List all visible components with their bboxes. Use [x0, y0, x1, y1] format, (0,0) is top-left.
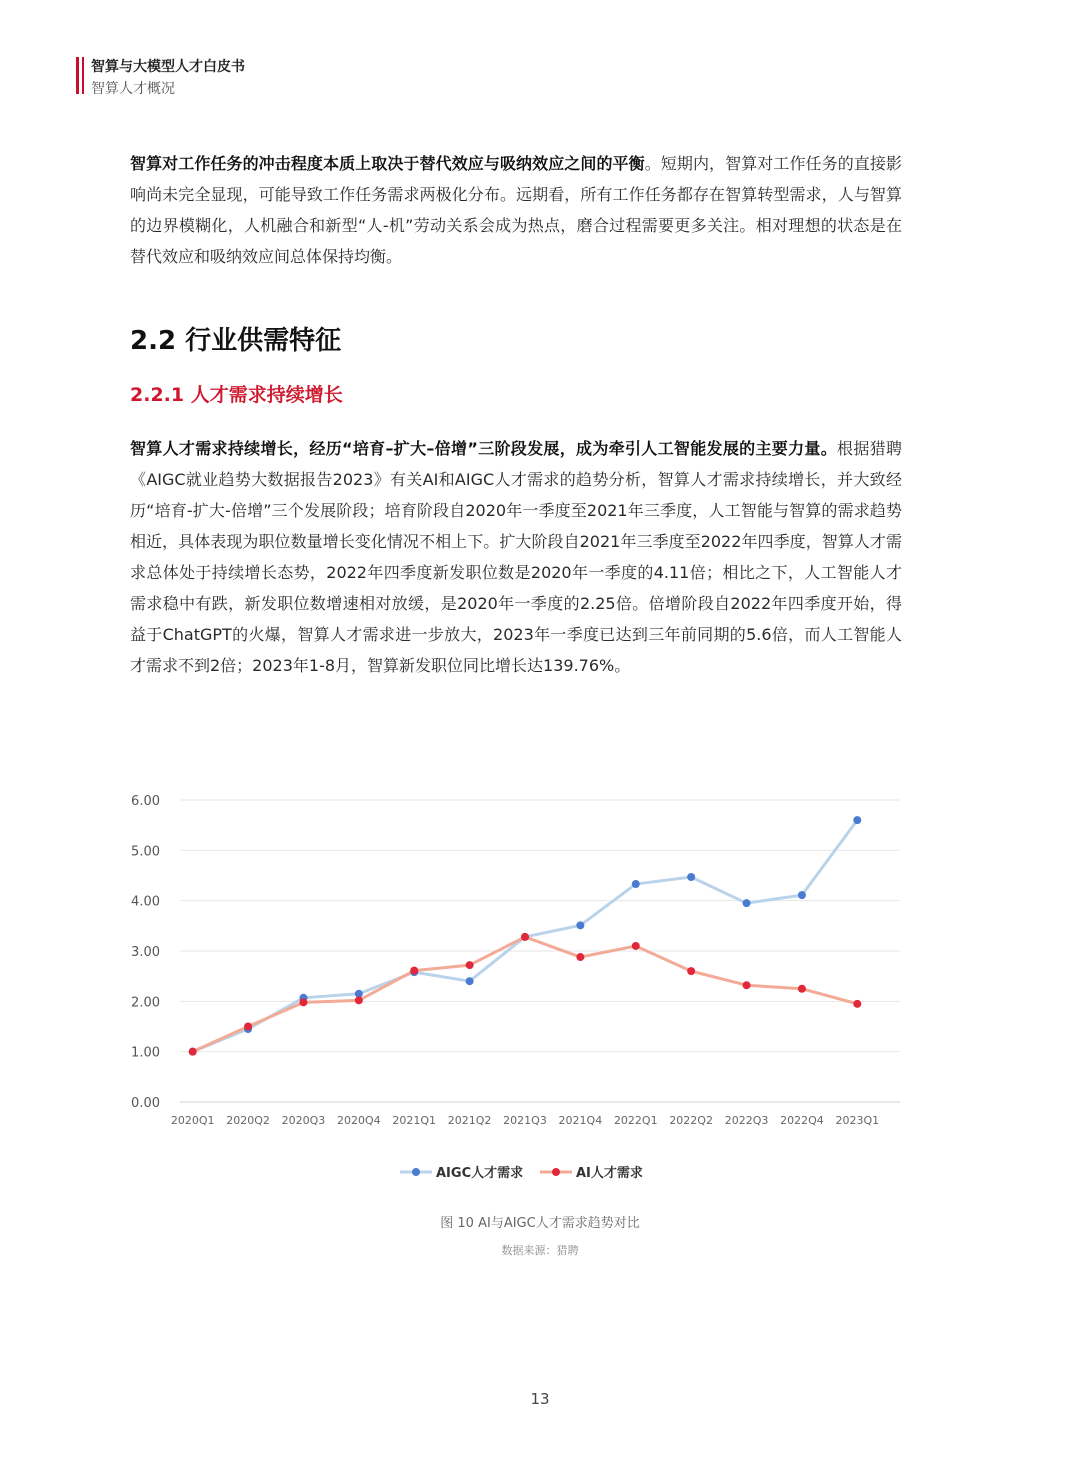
section-heading: 2.2 行业供需特征 [130, 326, 342, 356]
header-title: 智算与大模型人才白皮书 [91, 59, 245, 75]
data-point-ai [798, 985, 806, 993]
data-point-aigc [853, 816, 861, 824]
subsection-heading: 2.2.1 人才需求持续增长 [130, 384, 343, 406]
intro-bold: 智算对工作任务的冲击程度本质上取决于替代效应与吸纳效应之间的平衡 [130, 154, 645, 173]
x-tick-label: 2022Q1 [613, 1114, 658, 1127]
data-point-ai [853, 1000, 861, 1008]
data-point-aigc [576, 921, 584, 929]
data-point-ai [521, 933, 529, 941]
x-tick-label: 2020Q4 [337, 1114, 381, 1127]
data-point-ai [355, 996, 363, 1004]
y-tick-label: 0.00 [131, 1096, 160, 1111]
x-tick-label: 2020Q3 [281, 1114, 326, 1127]
x-tick-label: 2021Q3 [503, 1114, 547, 1127]
intro-paragraph [130, 148, 902, 272]
data-point-ai [743, 981, 751, 989]
data-point-ai [299, 998, 307, 1006]
intro-text: 。短期内，智算对工作任务的直接影响尚未完全显现，可能导致工作任务需求两极化分布。远期看，所有工作任务都存在智算转型需求，人与智算的边界模糊化，人机融合和新型“人-机”劳动关系会成为热点，磨合过程需要更多关注。相对理想的状态是在替代效应和吸纳效应间总体保持均衡。 [130, 154, 902, 266]
x-tick-label: 2021Q2 [447, 1114, 492, 1127]
y-tick-label: 5.00 [131, 844, 160, 860]
x-tick-label: 2020Q2 [226, 1114, 270, 1127]
data-point-aigc [798, 891, 806, 899]
body-bold: 智算人才需求持续增长，经历“培育–扩大–倍增”三阶段发展，成为牵引人工智能发展的主要力量。 [130, 439, 838, 458]
body-text: 根据猎聘《AIGC就业趋势大数据报告2023》有关AI和AIGC人才需求的趋势分析，智算人才需求持续增长，并大致经历“培育-扩大-倍增”三个发展阶段；培育阶段自2020年一季度至2021年三季度，人工智能与智算的需求趋势相近，具体表现为职位数量增长变化情况不相上下。扩大阶段自2021年三季度至2022年四季度，智算人才需求总体处于持续增长态势，2022年四季度新发职位数是2020年一季度的4.11倍；相比之下，人工智能人才需求稳中有跌，新发职位数增速相对放缓，是2020年一季度的2.25倍。倍增阶段自2022年四季度开始，得益于ChatGPT的火爆，智算人才需求进一步放大，2023年一季度已达到三年前同期的5.6倍，而人工智能人才需求不到2倍；2023年1-8月，智算新发职位同比增长达139.76%。 [130, 439, 902, 675]
x-tick-label: 2022Q2 [669, 1114, 713, 1127]
data-point-ai [410, 967, 418, 975]
legend-label: AI人才需求 [576, 1166, 643, 1181]
x-tick-label: 2021Q1 [392, 1114, 437, 1127]
y-tick-label: 4.00 [131, 894, 160, 910]
line-chart [110, 780, 930, 1200]
y-tick-label: 6.00 [131, 794, 160, 809]
data-point-aigc [466, 977, 474, 985]
data-point-ai [687, 967, 695, 975]
y-tick-label: 1.00 [131, 1045, 160, 1061]
x-tick-label: 2022Q3 [724, 1114, 769, 1127]
legend-marker [412, 1168, 420, 1176]
series-line-ai [193, 937, 858, 1052]
data-point-ai [576, 953, 584, 961]
x-tick-label: 2023Q1 [835, 1114, 880, 1127]
body-paragraph [130, 433, 902, 681]
page-number: 13 [530, 1390, 550, 1408]
legend-label: AIGC人才需求 [436, 1166, 524, 1181]
header-accent-bar [76, 57, 79, 94]
legend-marker [552, 1168, 560, 1176]
data-point-aigc [743, 899, 751, 907]
figure-caption: 图 10 AI与AIGC人才需求趋势对比 [440, 1216, 640, 1231]
data-point-aigc [687, 873, 695, 881]
x-tick-label: 2021Q4 [558, 1114, 603, 1127]
data-point-ai [189, 1048, 197, 1056]
data-point-aigc [632, 880, 640, 888]
y-tick-label: 3.00 [131, 945, 160, 960]
x-tick-label: 2022Q4 [780, 1114, 824, 1127]
y-tick-label: 2.00 [131, 995, 160, 1011]
header-accent-bar-thin [82, 57, 84, 94]
data-point-ai [466, 961, 474, 969]
header-subtitle: 智算人才概况 [91, 81, 175, 97]
data-point-ai [632, 942, 640, 950]
x-tick-label: 2020Q1 [170, 1114, 215, 1127]
figure-source: 数据来源：猎聘 [501, 1244, 579, 1257]
data-point-ai [244, 1023, 252, 1031]
